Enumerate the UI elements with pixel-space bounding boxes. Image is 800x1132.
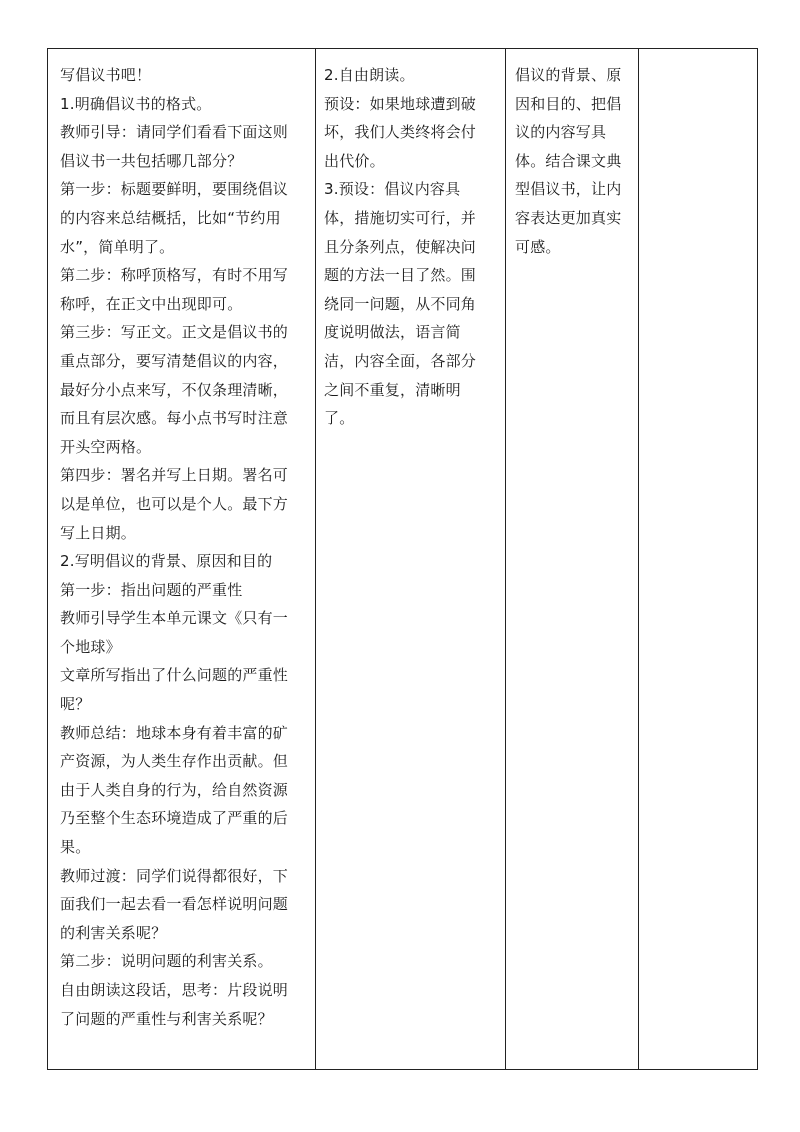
teacher-activity-text: [60, 61, 309, 1033]
text-line: 个地球》: [60, 637, 121, 656]
text-line: 倡议的背景、原: [515, 66, 622, 84]
text-line: 第三步：写正文。正文是倡议书的: [60, 323, 289, 342]
text-line: 的利害关系呢？: [60, 923, 167, 942]
text-line: 出代价。: [324, 151, 385, 170]
text-line: 3.预设：倡议内容具: [324, 180, 461, 199]
text-line: 最好分小点来写，不仅条理清晰，: [60, 380, 289, 399]
design-intent-text: [515, 61, 636, 261]
text-line: 写倡议书吧！: [60, 66, 152, 84]
text-line: 题的方法一目了然。围: [324, 266, 477, 285]
text-line: 水”，简单明了。: [60, 237, 175, 256]
text-line: 以是单位，也可以是个人。最下方: [60, 494, 289, 513]
text-line: 面我们一起去看一看怎样说明问题: [60, 895, 289, 914]
text-line: 开头空两格。: [60, 437, 152, 456]
text-line: 议的内容写具: [515, 123, 607, 142]
text-line: 写上日期。: [60, 523, 137, 542]
text-line: 型倡议书，让内: [515, 180, 622, 199]
text-line: 可感。: [515, 237, 561, 256]
text-line: 洁，内容全面，各部分: [324, 351, 477, 370]
text-line: 体。结合课文典: [515, 151, 622, 170]
text-line: 体，措施切实可行，并: [324, 208, 477, 227]
text-line: 第四步：署名并写上日期。署名可: [60, 466, 289, 485]
text-line: 称呼，在正文中出现即可。: [60, 294, 243, 313]
text-line: 呢？: [60, 695, 91, 714]
text-line: 因和目的、把倡: [515, 94, 622, 113]
text-line: 自由朗读这段话，思考：片段说明: [60, 981, 289, 999]
lesson-table: [47, 48, 758, 1070]
text-line: 2.写明倡议的背景、原因和目的: [60, 552, 273, 571]
text-line: 容表达更加真实: [515, 208, 622, 227]
text-line: 度说明做法，语言简: [324, 323, 461, 342]
text-line: 由于人类自身的行为，给自然资源: [60, 780, 289, 799]
student-activity-text: [324, 61, 502, 433]
text-line: 第二步：说明问题的利害关系。: [60, 952, 273, 971]
text-line: 第一步：标题要鲜明，要围绕倡议: [60, 180, 289, 199]
text-line: 产资源，为人类生存作出贡献。但: [60, 752, 289, 771]
text-line: 教师总结：地球本身有着丰富的矿: [60, 723, 289, 742]
text-line: 第一步：指出问题的严重性: [60, 580, 243, 599]
text-line: 了。: [324, 409, 355, 428]
text-line: 果。: [60, 838, 91, 857]
text-line: 第二步：称呼顶格写，有时不用写: [60, 266, 289, 285]
text-line: 的内容来总结概括，比如“节约用: [60, 208, 281, 227]
teacher-activity-cell: [48, 49, 315, 1069]
notes-cell: [639, 49, 759, 1069]
text-line: 绕同一问题，从不同角: [324, 294, 477, 313]
text-line: 教师引导：请同学们看看下面这则: [60, 123, 289, 142]
text-line: 教师引导学生本单元课文《只有一: [60, 609, 289, 628]
design-intent-cell: [506, 49, 638, 1069]
text-line: 且分条列点，使解决问: [324, 237, 477, 256]
text-line: 重点部分，要写清楚倡议的内容，: [60, 351, 289, 370]
text-line: 之间不重复，清晰明: [324, 380, 461, 399]
text-line: 预设：如果地球遭到破: [324, 94, 477, 113]
text-line: 倡议书一共包括哪几部分？: [60, 151, 243, 170]
student-activity-cell: [316, 49, 506, 1069]
text-line: 了问题的严重性与利害关系呢？: [60, 1009, 273, 1028]
text-line: 2.自由朗读。: [324, 66, 415, 84]
text-line: 而且有层次感。每小点书写时注意: [60, 409, 289, 428]
text-line: 坏，我们人类终将会付: [324, 123, 477, 142]
text-line: 文章所写指出了什么问题的严重性: [60, 666, 289, 685]
text-line: 教师过渡：同学们说得都很好，下: [60, 866, 289, 885]
text-line: 1.明确倡议书的格式。: [60, 94, 212, 113]
text-line: 乃至整个生态环境造成了严重的后: [60, 809, 289, 828]
